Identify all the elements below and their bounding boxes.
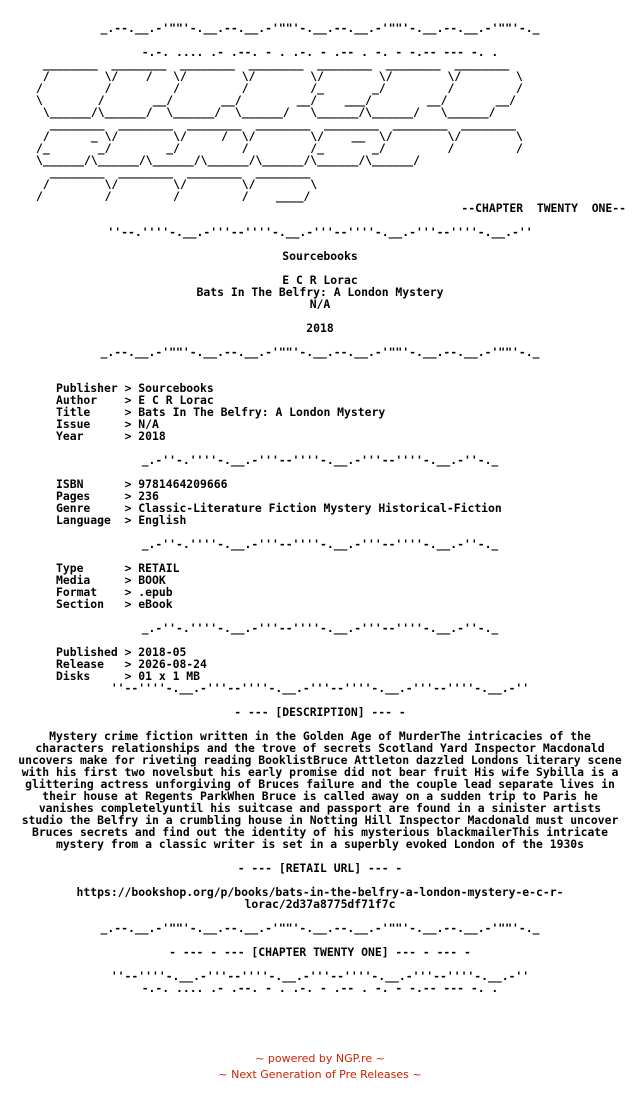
ascii-logo xyxy=(0,58,640,214)
info-separator: > xyxy=(117,585,139,599)
info-key: Year xyxy=(56,429,84,443)
logo-art-line: ________ ________ ________ ________ xyxy=(36,165,311,179)
info-value: 2018 xyxy=(138,429,166,443)
info-value: Sourcebooks xyxy=(138,381,214,395)
info-value: Bats In The Belfry: A London Mystery xyxy=(138,405,386,419)
info-separator: > xyxy=(117,501,139,515)
logo-art-line: /_ _/ _/ / /_ _/ / / xyxy=(36,141,523,155)
info-key: Release xyxy=(56,657,105,671)
header-title: Bats In The Belfry: A London Mystery xyxy=(196,285,444,299)
logo-art-line: ________ ________ ________ ________ ________ ________ ________ xyxy=(36,117,517,131)
info-separator: > xyxy=(117,645,139,659)
info-separator: > xyxy=(117,561,139,575)
top-border: _.--.__.-'""'-.__.--.__.-'""'-.__.--.__.-'""'-.__.--.__.-'""'-._ xyxy=(100,21,540,35)
info-value: eBook xyxy=(138,597,173,611)
info-row xyxy=(0,598,640,610)
footer-powered-by[interactable]: ~ powered by NGP.re ~ xyxy=(255,1052,385,1065)
info-value: 236 xyxy=(138,489,159,503)
description-heading: - --- [DESCRIPTION] --- - xyxy=(234,705,406,719)
info-value: English xyxy=(138,513,187,527)
nfo-document xyxy=(0,22,640,994)
logo-art-line: ________ ________ ________ ________ ________ ________ ________ xyxy=(36,57,510,71)
info-row xyxy=(0,430,640,442)
logo-art-line: / _ \/ \/ / \/ \/ __ \/ \/ \ xyxy=(36,129,523,143)
info-separator: > xyxy=(117,405,139,419)
separator-short: _.-''-.''''-.__.-'''--''''-.__.-'''--''''-.__.-''-._ xyxy=(141,537,499,551)
info-row xyxy=(0,478,640,490)
logo-art-line: \ / __/ __/ __/ ___/ __/ __/ xyxy=(36,93,517,107)
info-key: Published xyxy=(56,645,118,659)
info-separator: > xyxy=(117,657,139,671)
info-value: BOOK xyxy=(138,573,166,587)
info-key: ISBN xyxy=(56,477,84,491)
info-value: 2018-05 xyxy=(138,645,187,659)
logo-art-line: / / / / /_ _/ / / xyxy=(36,81,523,95)
chapter-footer: - --- - --- [CHAPTER TWENTY ONE] --- - --- - xyxy=(169,945,471,959)
header-issue: N/A xyxy=(309,297,331,311)
logo-art-line: \______/\______/ \______/ \______/ \______/\______/ \______/ xyxy=(36,105,496,119)
info-key: Pages xyxy=(56,489,91,503)
info-block-3 xyxy=(0,562,640,610)
info-key: Section xyxy=(56,597,105,611)
info-key: Genre xyxy=(56,501,91,515)
info-key: Disks xyxy=(56,669,91,683)
info-separator: > xyxy=(117,669,139,683)
description-text: Mystery crime fiction written in the Golden Age of MurderThe intricacies of the characters relationships and the trove of secrets Scotland Yard Inspector Macdonald uncovers make for riveting reading BooklistBruce Attleton dazzled Londons literary scene with his first two novelsbut his early promise did not bear fruit His wife Sybilla is a glittering actress unforgiving of Bruces failure and the couple lead separate lives in their house at Regents ParkWhen Bruce is called away on a sudden trip to Paris he vanishes completelyuntil his suitcase and passport are found in a sinister artists studio the Belfry in a crumbling house in Notting Hill Inspector Macdonald must uncover Bruces secrets and find out the identity of his mysterious blackmailerThis intricate mystery from a classic writer is set in a superbly evoked London of the 1930s xyxy=(18,729,622,851)
info-key: Issue xyxy=(56,417,91,431)
top-dots: -.-. .... .- .--. - . .-. - .-- . -. - -.-- --- -. . xyxy=(141,45,499,59)
separator-wave: _.--.__.-'""'-.__.--.__.-'""'-.__.--.__.-'""'-.__.--.__.-'""'-._ xyxy=(100,921,540,935)
info-row xyxy=(0,406,640,418)
info-key: Title xyxy=(56,405,91,419)
info-key: Media xyxy=(56,573,91,587)
logo-art-line: \______/\______/\______/\______/\______/\______/\______/ xyxy=(36,153,421,167)
banner-bottom-border: ''--.''''-.__.-'''--''''-.__.-'''--''''-.__.-'''--''''-.__.-'' xyxy=(107,225,533,239)
info-value: Classic-Literature Fiction Mystery Historical-Fiction xyxy=(138,501,502,515)
info-separator: > xyxy=(117,513,139,527)
info-separator: > xyxy=(117,429,139,443)
info-key: Type xyxy=(56,561,84,575)
separator-short: _.-''-.''''-.__.-'''--''''-.__.-'''--''''-.__.-''-._ xyxy=(141,621,499,635)
header-year: 2018 xyxy=(306,321,334,335)
info-separator: > xyxy=(117,381,139,395)
info-value: 9781464209666 xyxy=(138,477,228,491)
info-block-1 xyxy=(0,382,640,442)
info-separator: > xyxy=(117,597,139,611)
header-publisher: Sourcebooks xyxy=(282,249,358,263)
info-key: Author xyxy=(56,393,98,407)
info-value: N/A xyxy=(138,417,159,431)
logo-art-line: / \/ \/ \/ \ xyxy=(36,177,318,191)
footer-tagline: ~ Next Generation of Pre Releases ~ xyxy=(218,1068,422,1081)
bottom-dots: -.-. .... .- .--. - . .-. - .-- . -. - -.-- --- -. . xyxy=(141,981,499,995)
info-row xyxy=(0,658,640,670)
info-separator: > xyxy=(117,393,139,407)
separator-short: _.-''-.''''-.__.-'''--''''-.__.-'''--''''-.__.-''-._ xyxy=(141,453,499,467)
info-block-2 xyxy=(0,478,640,526)
info-value: 2026-08-24 xyxy=(138,657,207,671)
info-separator: > xyxy=(117,489,139,503)
info-value: E C R Lorac xyxy=(138,393,214,407)
info-key: Format xyxy=(56,585,98,599)
info-separator: > xyxy=(117,417,139,431)
separator-long: ''--''''-.__.-'''--''''-.__.-'''--''''-.__.-'''--''''-.__.-'' xyxy=(110,969,530,983)
separator-wave: _.--.__.-'""'-.__.--.__.-'""'-.__.--.__.-'""'-.__.--.__.-'""'-._ xyxy=(100,345,540,359)
logo-art-line: / / / / ____/ xyxy=(36,189,311,203)
info-value: 01 x 1 MB xyxy=(138,669,201,683)
info-separator: > xyxy=(117,477,139,491)
info-key: Language xyxy=(56,513,111,527)
info-separator: > xyxy=(117,573,139,587)
header-author: E C R Lorac xyxy=(282,273,358,287)
logo-art-line: / \/ / \/ \/ \/ \/ \/ \ xyxy=(36,69,523,83)
info-key: Publisher xyxy=(56,381,118,395)
retail-url[interactable]: https://bookshop.org/p/books/bats-in-the-belfry-a-london-mystery-e-c-r-lorac/2d37a8775df71f7c xyxy=(76,885,564,911)
info-block-4 xyxy=(0,646,640,682)
info-value: .epub xyxy=(138,585,173,599)
info-row xyxy=(0,418,640,430)
retail-heading: - --- [RETAIL URL] --- - xyxy=(237,861,403,875)
chapter-tag: --CHAPTER TWENTY ONE-- xyxy=(461,201,626,215)
info-row xyxy=(0,514,640,526)
info-value: RETAIL xyxy=(138,561,180,575)
info-row xyxy=(0,562,640,574)
separator-long: ''--''''-.__.-'''--''''-.__.-'''--''''-.__.-'''--''''-.__.-'' xyxy=(110,681,530,695)
